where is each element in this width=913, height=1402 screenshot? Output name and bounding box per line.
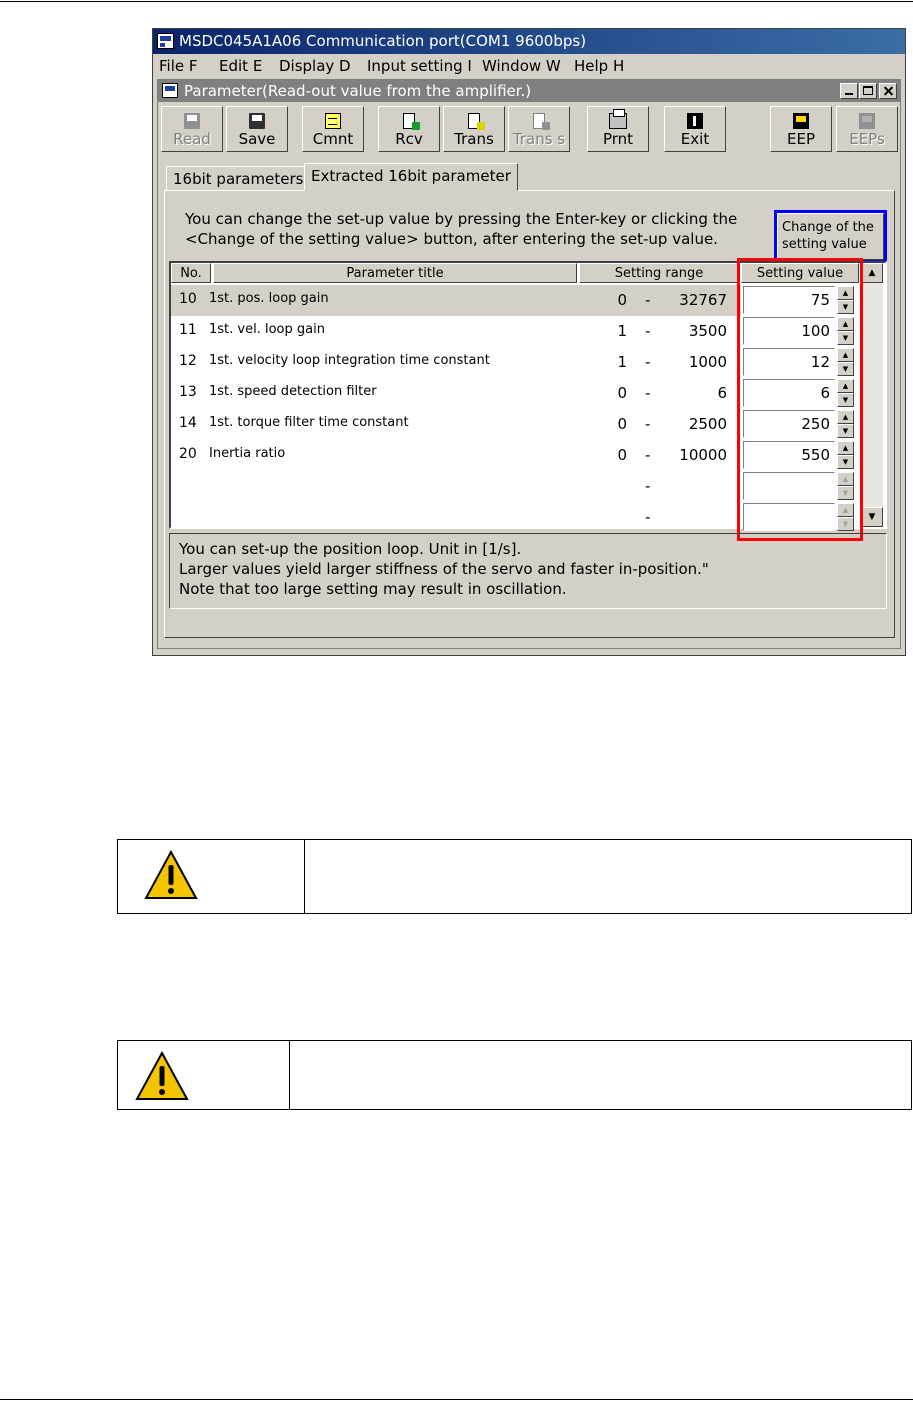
range-max: 10000 xyxy=(679,446,727,464)
header-parameter-title[interactable]: Parameter title xyxy=(213,263,577,283)
range-max: 2500 xyxy=(688,415,727,433)
spin-down-icon[interactable]: ▼ xyxy=(837,517,854,531)
table-row[interactable] xyxy=(171,502,741,533)
param-title: Inertia ratio xyxy=(209,446,286,461)
spin-up-icon[interactable]: ▲ xyxy=(837,317,854,331)
header-setting-range[interactable]: Setting range xyxy=(579,263,739,283)
param-no: 11 xyxy=(179,322,197,338)
param-title: 1st. speed detection filter xyxy=(209,384,377,399)
spin-up-icon[interactable]: ▲ xyxy=(837,286,854,300)
setting-value-input[interactable]: 6 xyxy=(743,379,835,407)
disk-icon xyxy=(184,113,200,129)
warning-icon xyxy=(134,1050,190,1102)
eeprom-icon xyxy=(859,113,875,129)
setting-value-input[interactable]: 75 xyxy=(743,286,835,314)
table-row[interactable] xyxy=(171,440,741,471)
disk-icon xyxy=(249,113,265,129)
menubar xyxy=(153,54,905,78)
spin-down-icon[interactable]: ▼ xyxy=(837,393,854,407)
range-min: 1 xyxy=(617,322,627,340)
window-icon xyxy=(162,83,178,98)
spin-up-icon[interactable]: ▲ xyxy=(837,441,854,455)
menu-display[interactable]: Display D xyxy=(279,57,351,75)
table-row[interactable] xyxy=(171,316,741,347)
warning-icon xyxy=(143,849,199,901)
param-title: 1st. pos. loop gain xyxy=(209,291,329,306)
range-max: 3500 xyxy=(688,322,727,340)
change-setting-value-button[interactable]: Change of the setting value xyxy=(777,213,884,260)
spin-down-icon[interactable]: ▼ xyxy=(837,486,854,500)
spin-down-icon[interactable]: ▼ xyxy=(837,362,854,376)
warning-box-2 xyxy=(117,1040,912,1110)
transmit-icon xyxy=(468,113,480,129)
printer-icon xyxy=(609,113,627,129)
spin-down-icon[interactable]: ▼ xyxy=(837,455,854,469)
parameter-window-title: Parameter(Read-out value from the amplifier.) xyxy=(184,82,532,100)
spin-up-icon[interactable]: ▲ xyxy=(837,379,854,393)
exit-icon xyxy=(687,113,703,129)
spin-down-icon[interactable]: ▼ xyxy=(837,300,854,314)
table-row[interactable] xyxy=(171,285,741,316)
table-row[interactable] xyxy=(171,347,741,378)
range-dash: - xyxy=(645,415,651,433)
setting-value-input[interactable]: 12 xyxy=(743,348,835,376)
note-icon xyxy=(325,113,341,129)
range-min: 1 xyxy=(617,353,627,371)
exit-button[interactable]: Exit xyxy=(664,106,726,152)
app-title: MSDC045A1A06 Communication port(COM1 9600bps) xyxy=(179,32,587,50)
range-dash: - xyxy=(645,446,651,464)
param-no: 12 xyxy=(179,353,197,369)
setting-value-input[interactable]: 550 xyxy=(743,441,835,469)
setting-value-input[interactable]: 250 xyxy=(743,410,835,438)
header-setting-value[interactable]: Setting value xyxy=(741,263,859,283)
param-no: 13 xyxy=(179,384,197,400)
maximize-button[interactable] xyxy=(859,83,877,99)
range-min: 0 xyxy=(617,446,627,464)
comment-button[interactable]: Cmnt xyxy=(302,106,364,152)
menu-input-setting[interactable]: Input setting I xyxy=(367,57,472,75)
setting-value-input[interactable]: 100 xyxy=(743,317,835,345)
save-button[interactable]: Save xyxy=(226,106,288,152)
receive-button[interactable]: Rcv xyxy=(378,106,440,152)
transmit-button[interactable]: Trans xyxy=(443,106,505,152)
param-no: 20 xyxy=(179,446,197,462)
spin-up-icon[interactable]: ▲ xyxy=(837,348,854,362)
range-dash: - xyxy=(645,384,651,402)
read-button[interactable]: Read xyxy=(161,106,223,152)
page-bottom-rule xyxy=(0,1399,913,1400)
spin-up-icon[interactable]: ▲ xyxy=(837,472,854,486)
grid-scrollbar[interactable] xyxy=(861,263,883,527)
menu-edit[interactable]: Edit E xyxy=(219,57,263,75)
scroll-down-icon[interactable]: ▼ xyxy=(861,507,883,527)
param-title: 1st. vel. loop gain xyxy=(209,322,325,337)
setting-value-highlight xyxy=(737,258,863,541)
table-row[interactable] xyxy=(171,471,741,502)
parameter-window-titlebar[interactable] xyxy=(158,80,900,102)
transmit-icon xyxy=(533,113,545,129)
range-dash: - xyxy=(645,353,651,371)
tab-16bit-parameters[interactable]: 16bit parameters xyxy=(166,166,310,191)
toolbar xyxy=(158,102,900,156)
minimize-icon xyxy=(845,93,853,95)
transmit-selected-button[interactable]: Trans s xyxy=(508,106,570,152)
eeprom-icon xyxy=(793,113,809,129)
range-min: 0 xyxy=(617,291,627,309)
spin-down-icon[interactable]: ▼ xyxy=(837,331,854,345)
eeps-button[interactable]: EEPs xyxy=(836,106,898,152)
range-dash: - xyxy=(645,291,651,309)
range-dash: - xyxy=(645,477,651,495)
minimize-button[interactable] xyxy=(840,83,858,99)
range-max: 1000 xyxy=(688,353,727,371)
close-button[interactable] xyxy=(879,83,897,99)
param-no: 10 xyxy=(179,291,197,307)
spin-up-icon[interactable]: ▲ xyxy=(837,503,854,517)
range-dash: - xyxy=(645,508,651,526)
print-button[interactable]: Prnt xyxy=(587,106,649,152)
instruction-text: You can change the set-up value by pressing the Enter-key or clicking the <Change of the setting value> button, after entering the set-up value. xyxy=(185,210,738,248)
spin-up-icon[interactable]: ▲ xyxy=(837,410,854,424)
range-min: 0 xyxy=(617,384,627,402)
receive-icon xyxy=(403,113,415,129)
warning-box-1 xyxy=(117,839,912,914)
menu-help[interactable]: Help H xyxy=(574,57,625,75)
param-no: 14 xyxy=(179,415,197,431)
spin-down-icon[interactable]: ▼ xyxy=(837,424,854,438)
app-icon xyxy=(157,33,174,49)
header-no[interactable]: No. xyxy=(171,263,211,283)
param-title: 1st. velocity loop integration time constant xyxy=(209,353,490,368)
param-title: 1st. torque filter time constant xyxy=(209,415,409,430)
description-panel: You can set-up the position loop. Unit in [1/s]. Larger values yield larger stiffness of the servo and faster in-position." Note that too large setting may result in oscillation. xyxy=(169,533,887,609)
table-row[interactable] xyxy=(171,409,741,440)
tab-extracted-16bit-parameter[interactable]: Extracted 16bit parameter xyxy=(304,163,518,191)
range-min: 0 xyxy=(617,415,627,433)
scroll-up-icon[interactable]: ▲ xyxy=(861,263,883,283)
eep-button[interactable]: EEP xyxy=(770,106,832,152)
menu-window[interactable]: Window W xyxy=(482,57,561,75)
page-top-rule xyxy=(0,1,913,2)
maximize-icon xyxy=(863,86,873,95)
range-dash: - xyxy=(645,322,651,340)
range-max: 6 xyxy=(717,384,727,402)
app-titlebar[interactable] xyxy=(153,29,905,54)
menu-file[interactable]: File F xyxy=(159,57,198,75)
table-row[interactable] xyxy=(171,378,741,409)
range-max: 32767 xyxy=(679,291,727,309)
